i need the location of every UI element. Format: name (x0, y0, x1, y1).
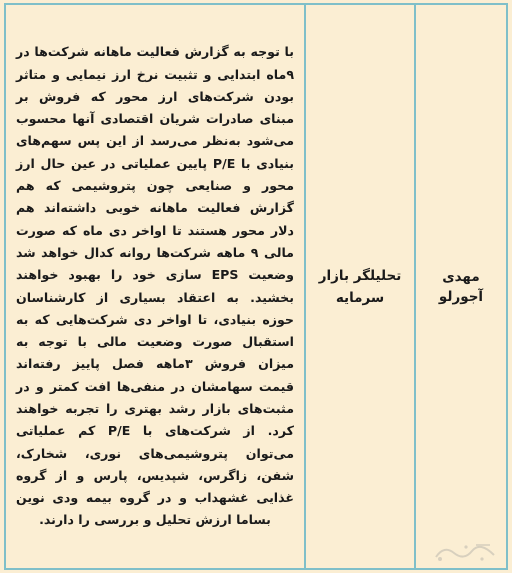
expert-last-name: آجورلو (438, 288, 484, 305)
expert-first-name: مهدی (442, 268, 480, 285)
table-row (5, 4, 507, 569)
expert-role-line-2: سرمایه (335, 289, 385, 306)
saat-news-logo (432, 539, 502, 565)
expert-name-cell (415, 4, 507, 569)
expert-role-line-1: تحلیلگر بازار (318, 267, 402, 284)
expert-role-cell (305, 4, 415, 569)
expert-opinion-table (4, 3, 508, 570)
expert-opinion-text: با توجه به گزارش فعالیت ماهانه شرکت‌ها در ۹ماه ابتدایی و تثبیت نرخ ارز نیمایی و متاثر بودن شرکت‌های ارز محور که فروش بر مبنای صادرات شریان اقتصادی آنها محسوب می‌شود به‌نظر می‌رسد از این پس سهم‌های بنیادی با P/E پایین عملیاتی در عین حال ارز محور و صنایعی چون پتروشیمی که هم گزارش فعالیت ماهانه خوبی داشته‌اند هم دلار محور هستند تا اواخر دی ماه که صورت مالی ۹ ماهه شرکت‌ها روانه کدال خواهد شد وضعیت EPS سازی خود را بهبود خواهند بخشید. به اعتقاد بسیاری از کارشناسان حوزه بنیادی، تا اواخر دی شرکت‌هایی که به استقبال صورت وضعیت مالی با توجه به میزان فروش ۳ماهه فصل پاییز رفته‌اند قیمت سهامشان در منفی‌ها افت کمتر و در مثبت‌های بازار رشد بهتری را تجربه خواهند کرد. از شرکت‌های با P/E کم عملیاتی می‌توان پتروشیمی‌های نوری، شخارک، شفن، زاگرس، شپدیس، پارس و از گروه غذایی غشهداب و در گروه بیمه ودی نوین بساما ارزش تحلیل و بررسی را دارند. (5, 4, 305, 569)
